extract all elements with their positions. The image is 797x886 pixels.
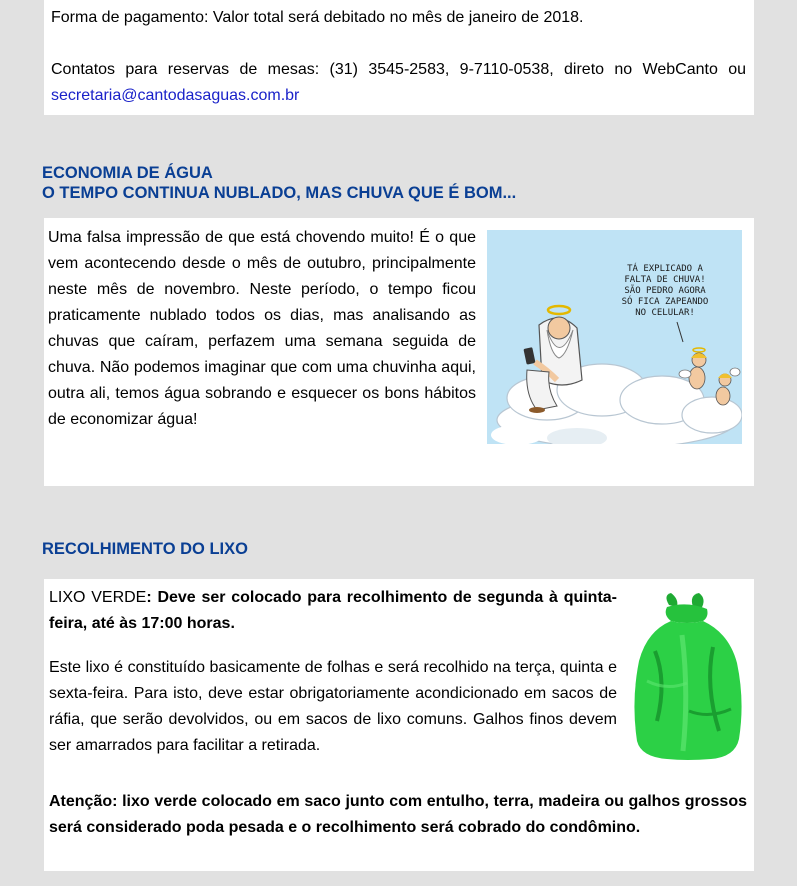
contact-email-link[interactable]: secretaria@cantodasaguas.com.br — [51, 87, 300, 104]
cartoon-speech-line3: SÃO PEDRO AGORA — [624, 286, 706, 296]
payment-line: Forma de pagamento: Valor total será debitado no mês de janeiro de 2018. — [51, 9, 584, 26]
attention-note — [49, 789, 747, 841]
contacts-label: Contatos para reservas de mesas: (31) 3545-2583, 9-7110-0538, direto no WebCanto ou — [51, 61, 746, 78]
lixo-verde-rule-text: : Deve ser colocado para recolhimento de segunda à quinta-feira, até às 17:00 horas. — [49, 589, 618, 632]
water-body: Uma falsa impressão de que está chovendo muito! É o que vem acontecendo desde o mês de outubro, principalmente neste mês de novembro. Neste período, o tempo ficou praticamente nublado todos os dias, mas analisando as chuvas que caíram, perfazem uma semana seguida de chuva. Não podemos imaginar que com uma chuvinha aqui, outra ali, temos água sobrando e esquecer os bons hábitos de economizar água! — [48, 229, 476, 428]
cartoon-speech-line5: NO CELULAR! — [635, 308, 695, 318]
water-card — [44, 218, 754, 486]
green-trash-bag-image — [627, 591, 747, 761]
payment-card — [44, 0, 754, 115]
water-heading-line1: ECONOMIA DE ÁGUA — [42, 164, 213, 182]
cartoon-illustration — [487, 230, 742, 444]
contacts-text — [51, 57, 746, 109]
cartoon-speech-line1: TÁ EXPLICADO A — [627, 264, 703, 274]
lixo-verde-label: LIXO VERDE — [49, 589, 147, 606]
trash-bag-illustration — [627, 591, 747, 761]
cartoon-speech-line4: SÓ FICA ZAPEANDO — [621, 297, 709, 307]
lixo-verde-rule — [49, 585, 617, 637]
trash-body: Este lixo é constituído basicamente de folhas e será recolhido na terça, quinta e sexta-feira. Para isto, deve estar obrigatoriamente acondicionado em sacos de ráfia, que serão devolvidos, ou em sacos de lixo comuns. Galhos finos devem ser amarrados para facilitar a retirada. — [49, 659, 617, 754]
trash-card — [44, 579, 754, 871]
cartoon-speech-line2: FALTA DE CHUVA! — [624, 275, 706, 285]
attention-label: Atenção — [49, 793, 113, 810]
attention-text: : lixo verde colocado em saco junto com entulho, terra, madeira ou galhos grossos será considerado poda pesada e o recolhimento será cobrado do condômino. — [49, 793, 747, 836]
water-section-heading — [42, 163, 516, 203]
cartoon-image — [487, 230, 742, 444]
trash-section-heading: RECOLHIMENTO DO LIXO — [42, 540, 248, 558]
water-heading-line2: O TEMPO CONTINUA NUBLADO, MAS CHUVA QUE É BOM... — [42, 184, 517, 202]
